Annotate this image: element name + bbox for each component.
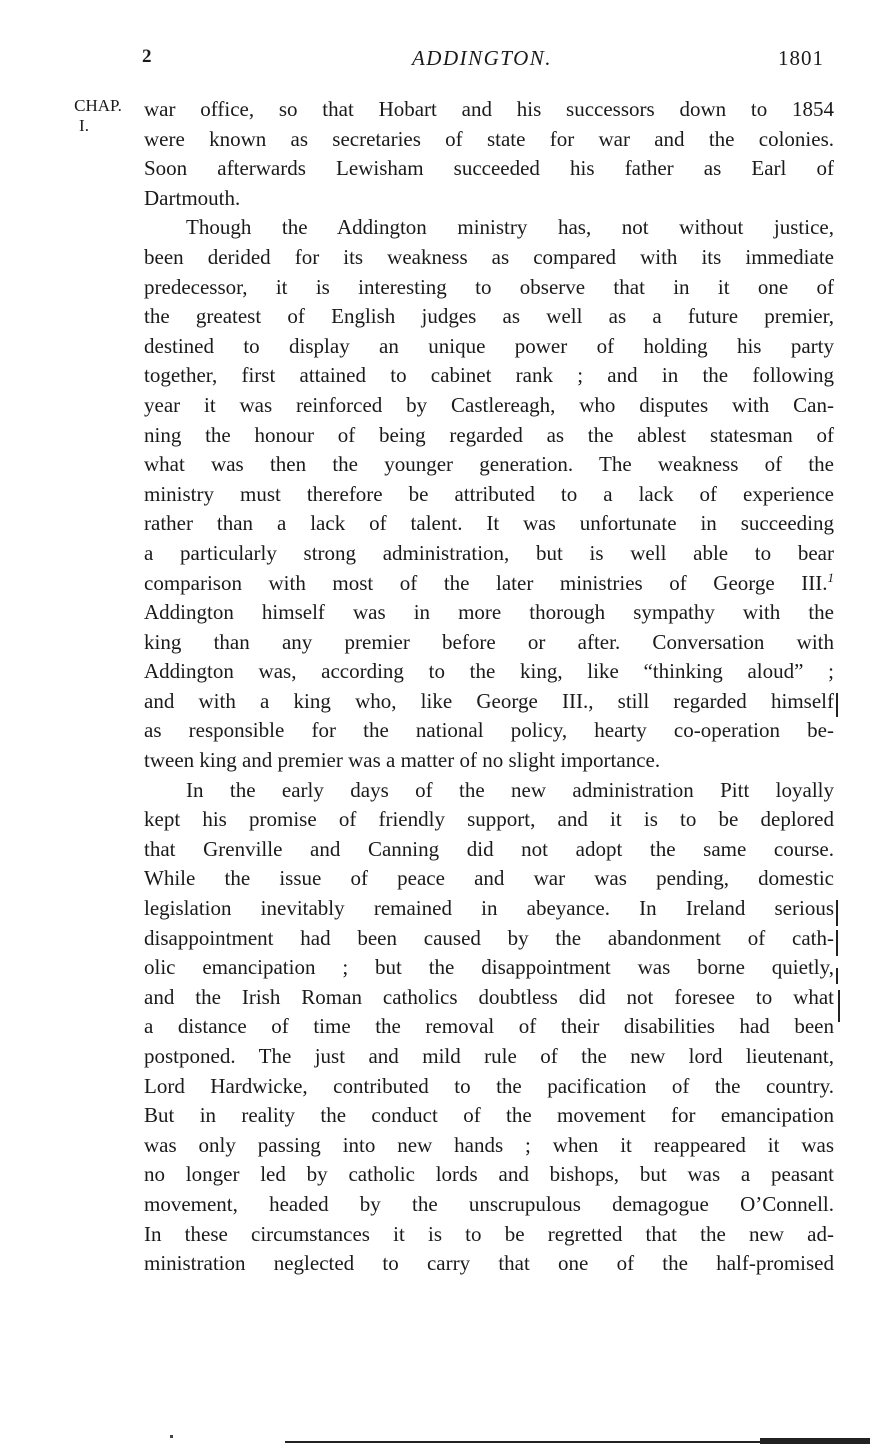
text-line: olic emancipation ; but the disappointment was borne quietly, [144,955,834,980]
margin-mark [838,990,840,1022]
margin-mark [836,693,838,717]
footer-dot [170,1435,173,1438]
footnote-marker: 1 [827,569,834,585]
text-line: king than any premier before or after. Conversation with [144,629,834,654]
text-line: year it was reinforced by Castlereagh, who disputes with Can- [144,392,834,417]
running-year: 1801 [778,46,824,70]
text-line: a particularly strong administration, but is well able to bear [144,540,834,565]
text-line: But in reality the conduct of the movement for emancipation [144,1103,834,1128]
text-line: rather than a lack of talent. It was unfortunate in succeeding [144,511,834,536]
running-head [140,46,824,76]
text-line: were known as secretaries of state for war and the colonies. [144,126,834,151]
text-line: what was then the younger generation. The weakness of the [144,452,834,477]
text-line: kept his promise of friendly support, and it is to be deplored [144,807,834,832]
text-line: In these circumstances it is to be regretted that the new ad- [144,1221,834,1246]
footer-rule-heavy [760,1438,870,1444]
text-line: was only passing into new hands ; when it reappeared it was [144,1132,834,1157]
margin-mark [836,930,838,956]
text-line: tween king and premier was a matter of no slight importance. [144,748,661,773]
text-line: together, first attained to cabinet rank ; and in the following [144,363,834,388]
text-line: a distance of time the removal of their disabilities had been [144,1014,834,1039]
text-line: and the Irish Roman catholics doubtless did not foresee to what [144,984,834,1009]
text-line: In the early days of the new administration Pitt loyally [186,777,834,802]
text-line: that Grenville and Canning did not adopt the same course. [144,836,834,861]
text-line: Though the Addington ministry has, not without justice, [186,215,834,240]
text-line: Lord Hardwicke, contributed to the pacification of the country. [144,1073,834,1098]
body-text [144,95,834,1279]
text-line: war office, so that Hobart and his successors down to 1854 [144,97,834,121]
text-line: Addington himself was in more thorough sympathy with the [144,600,834,625]
text-line: been derided for its weakness as compared with its immediate [144,244,834,269]
text-line: Dartmouth. [144,185,241,210]
text-line: Addington was, according to the king, like “thinking aloud” ; [144,659,834,684]
text-line [144,569,834,599]
margin-mark [836,968,838,984]
text-line-content: comparison with most of the later ministries of George III. [144,570,828,595]
chapter-sidenote [58,96,138,136]
chapter-label: CHAP. [74,96,122,115]
text-line: ministry must therefore be attributed to a lack of experience [144,481,834,506]
running-title: ADDINGTON. [411,46,553,70]
text-line: the greatest of English judges as well as a future premier, [144,304,834,329]
text-line: movement, headed by the unscrupulous demagogue O’Connell. [144,1191,834,1216]
text-line: and with a king who, like George III., still regarded himself [144,688,834,713]
text-line: no longer led by catholic lords and bishops, but was a peasant [144,1162,834,1187]
text-line: ministration neglected to carry that one of the half-promised [144,1251,834,1276]
text-line: postponed. The just and mild rule of the new lord lieutenant, [144,1044,834,1068]
chapter-number: I. [79,116,89,135]
page-number: 2 [142,46,152,67]
text-line: Soon afterwards Lewisham succeeded his father as Earl of [144,156,834,181]
text-line: legislation inevitably remained in abeyance. In Ireland serious [144,896,834,921]
text-line: disappointment had been caused by the abandonment of cath- [144,925,834,950]
text-line: as responsible for the national policy, hearty co-operation be- [144,718,834,743]
text-line: predecessor, it is interesting to observe that in it one of [144,274,834,299]
text-line: While the issue of peace and war was pending, domestic [144,866,834,891]
text-line: destined to display an unique power of holding his party [144,333,834,358]
text-line: ning the honour of being regarded as the ablest statesman of [144,422,834,447]
margin-mark [836,900,838,926]
